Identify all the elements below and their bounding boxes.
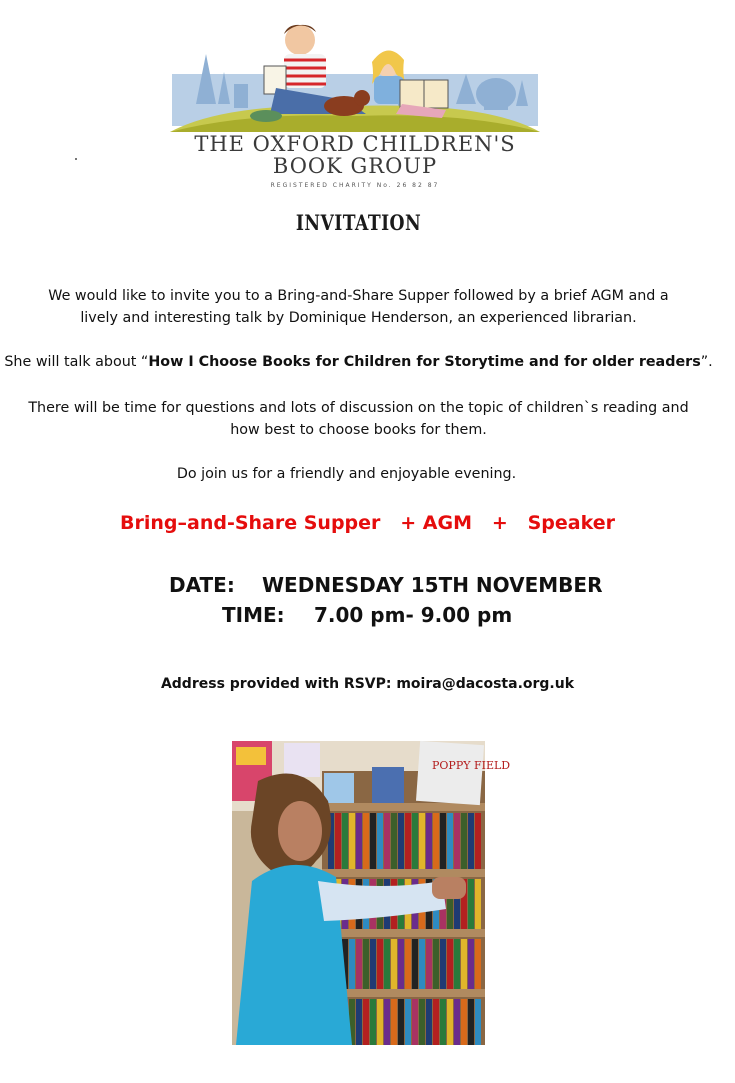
book-spine [447,999,453,1045]
discussion-line-1: There will be time for questions and lots of discussion on the topic of children`s reading and [28,400,689,416]
book-spine [391,939,397,989]
book-spine [454,939,460,989]
book-spine [440,813,446,869]
discussion-line-2: how best to choose books for them. [230,422,487,438]
book-spine [447,813,453,869]
book-spine [433,999,439,1045]
book-spine [335,813,341,869]
logo-charity-number: REGISTERED CHARITY No. 26 82 87 [270,182,440,189]
book-spine [349,813,355,869]
speaker-photo [232,741,511,1045]
time-label: TIME: [222,603,285,627]
book-spine [391,813,397,869]
intro-line-1: We would like to invite you to a Bring-and-Share Supper followed by a brief AGM and a [48,288,669,304]
book-spine [398,999,404,1045]
talk-prefix: She will talk about “ [4,354,149,370]
book-spine [363,999,369,1045]
book-spine [468,879,474,929]
book-spine [412,813,418,869]
logo-illustration [166,14,544,134]
logo [166,14,544,189]
discussion-paragraph [0,397,717,441]
book-spine [433,939,439,989]
page-title: INVITATION [295,210,422,235]
book-spine [412,939,418,989]
book-spine [475,813,481,869]
book-spine [377,813,383,869]
book-spine [419,813,425,869]
book-spine [370,939,376,989]
book-spine [426,813,432,869]
speaker-photo-illustration [232,741,511,1045]
book-spine [433,813,439,869]
book-spine [398,939,404,989]
book-spine [454,999,460,1045]
book-spine [363,813,369,869]
talk-paragraph [0,351,717,373]
book-spine [384,939,390,989]
book-spine [475,999,481,1045]
book-spine [405,939,411,989]
book-cover-title: POPPY FIELD [432,759,511,772]
book-spine [370,999,376,1045]
book-spine [384,813,390,869]
book-spine [461,999,467,1045]
book-spine [363,939,369,989]
time-value: 7.00 pm- 9.00 pm [314,603,513,627]
book-spine [461,939,467,989]
book-spine [454,813,460,869]
book-spine [419,999,425,1045]
book-spine [419,939,425,989]
book-spine [377,939,383,989]
book-spine [447,939,453,989]
book-spine [426,999,432,1045]
book-spine [468,939,474,989]
book-spine [475,939,481,989]
intro-paragraph [0,285,717,329]
logo-title-line1: THE OXFORD CHILDREN'S [194,132,516,156]
date-label: DATE: [169,573,235,597]
book-spine [391,999,397,1045]
book-spine [377,999,383,1045]
book-spine [461,813,467,869]
talk-title: How I Choose Books for Children for Storytime and for older readers [148,354,701,370]
book-spine [468,999,474,1045]
event-highlight: Bring–and-Share Supper + AGM + Speaker [120,512,615,534]
talk-suffix: ”. [700,354,713,370]
book-spine [356,939,362,989]
book-spine [440,939,446,989]
book-spine [405,999,411,1045]
closing-paragraph: Do join us for a friendly and enjoyable evening. [176,466,517,482]
book-spine [356,999,362,1045]
book-spine [468,813,474,869]
intro-line-2: lively and interesting talk by Dominique Henderson, an experienced librarian. [80,310,637,326]
book-spine [398,813,404,869]
book-spine [342,813,348,869]
stray-dot [75,158,77,160]
book-spine [440,999,446,1045]
book-spine [426,939,432,989]
book-spine [384,999,390,1045]
book-spine [356,813,362,869]
book-spine [370,813,376,869]
logo-title-line2: BOOK GROUP [272,154,438,178]
date-value: WEDNESDAY 15TH NOVEMBER [262,573,603,597]
book-spine [349,939,355,989]
book-spine [412,999,418,1045]
rsvp-line: Address provided with RSVP: moira@dacosta.org.uk [160,676,575,692]
book-spine [405,813,411,869]
book-spine [475,879,481,929]
